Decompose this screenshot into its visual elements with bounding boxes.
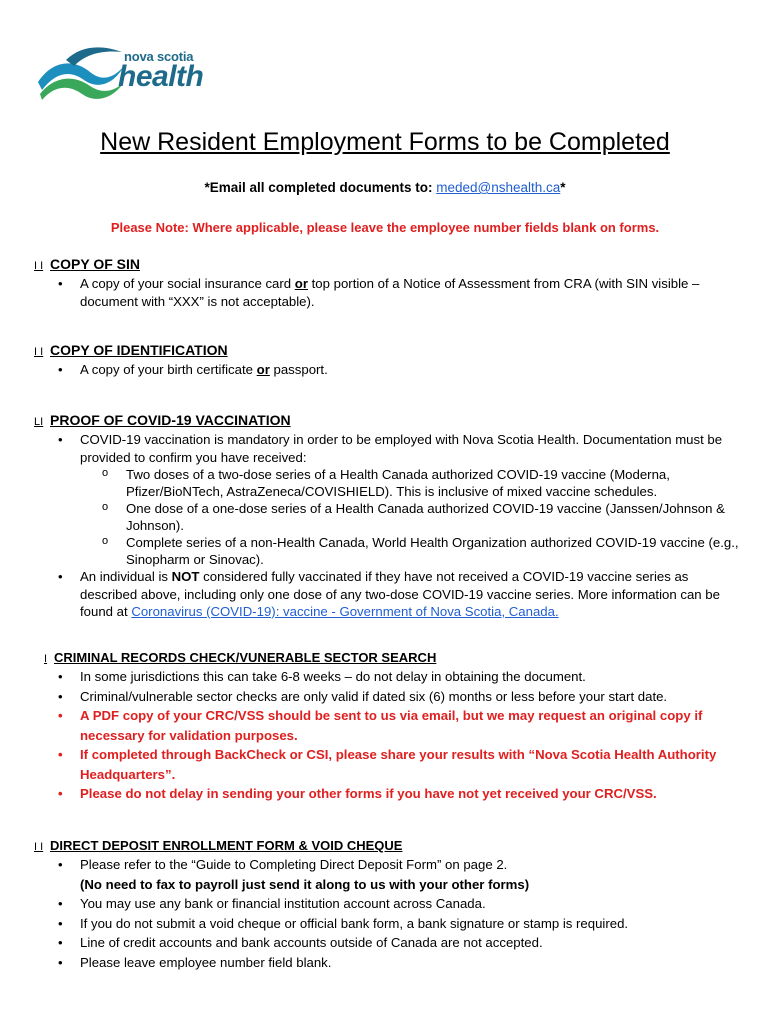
list-item: • A PDF copy of your CRC/VSS should be sent to us via email, but we may request an original copy if necessary for validation purposes.: [34, 706, 740, 745]
section-sin-heading: [34, 256, 740, 272]
email-prefix: *Email all completed documents to:: [204, 180, 433, 195]
sub-list-item: o Complete series of a non-Health Canada, World Health Organization authorized COVID-19 vaccine (e.g., Sinopharm or Sinovac).: [80, 534, 740, 568]
section-sin: [34, 256, 740, 310]
list-item: • If you do not submit a void cheque or official bank form, a bank signature or stamp is required.: [34, 914, 740, 934]
section-criminal-records: [34, 650, 740, 804]
list-item: • A copy of your birth certificate or passport.: [34, 361, 740, 379]
covid-info-link[interactable]: Coronavirus (COVID-19): vaccine - Government of Nova Scotia, Canada.: [131, 604, 559, 619]
email-link[interactable]: meded@nshealth.ca: [436, 180, 561, 195]
employee-number-note: Please Note: Where applicable, please leave the employee number fields blank on forms.: [110, 220, 660, 235]
section-direct-deposit: [34, 838, 740, 972]
checkbox-marker: I I: [34, 346, 44, 358]
section-criminal-records-title: CRIMINAL RECORDS CHECK/VUNERABLE SECTOR SEARCH: [54, 650, 437, 665]
checkbox-marker: LI: [34, 416, 44, 428]
section-direct-deposit-title: DIRECT DEPOSIT ENROLLMENT FORM & VOID CHEQUE: [50, 838, 403, 853]
email-suffix: *: [560, 180, 566, 195]
checkbox-marker: I I: [34, 260, 44, 272]
list-item: • Criminal/vulnerable sector checks are only valid if dated six (6) months or less before your start date.: [34, 687, 740, 707]
list-item: • In some jurisdictions this can take 6-8 weeks – do not delay in obtaining the document.: [34, 667, 740, 687]
checkbox-marker: I I: [34, 841, 44, 853]
logo-text-nova-scotia: nova scotia: [124, 49, 194, 64]
section-direct-deposit-heading: [34, 838, 740, 853]
sub-list-item: o Two doses of a two-dose series of a Health Canada authorized COVID-19 vaccine (Moderna, Pfizer/BioNTech, AstraZeneca/COVISHIELD). This is inclusive of mixed vaccine schedules.: [80, 466, 740, 500]
wave-icon: [36, 38, 126, 102]
list-item: • A copy of your social insurance card or top portion of a Notice of Assessment from CRA (with SIN visible – document with “XXX” is not acceptable).: [34, 275, 740, 310]
list-item: • Please do not delay in sending your other forms if you have not yet received your CRC/VSS.: [34, 784, 740, 804]
email-instruction: [0, 180, 770, 195]
section-covid-heading: [34, 412, 740, 428]
nova-scotia-health-logo: [36, 38, 204, 102]
checkbox-marker: I: [44, 653, 48, 665]
section-covid: [34, 412, 740, 621]
page-title: New Resident Employment Forms to be Completed: [100, 128, 670, 156]
section-criminal-records-heading: [34, 650, 740, 665]
list-item: • Please refer to the “Guide to Completing Direct Deposit Form” on page 2. (No need to fax to payroll just send it along to us with your other forms): [34, 855, 740, 894]
list-item: • If completed through BackCheck or CSI, please share your results with “Nova Scotia Health Authority Headquarters”.: [34, 745, 740, 784]
section-identification-heading: [34, 342, 740, 358]
list-item: • COVID-19 vaccination is mandatory in order to be employed with Nova Scotia Health. Documentation must be provided to confirm you have received: o Two doses of a two-dose series of a Health Canada authorized COVID-19 vaccine (Moderna, Pfizer/BioNTech, AstraZeneca/COVISHIELD). This is inclusive of mixed vaccine schedules. o One dose of a one-dose series of a Health Canada authorized COVID-19 vaccine (Janssen/Johnson & Johnson). o Complete series of a non-Health Canada, World Health Organization authorized COVID-19 vaccine (e.g., Sinopharm or Sinovac).: [34, 431, 740, 568]
list-item: • An individual is NOT considered fully vaccinated if they have not received a COVID-19 vaccine series as described above, including only one dose of any two-dose COVID-19 vaccine series. More information can be found at Coronavirus (COVID-19): vaccine - Government of Nova Scotia, Canada.: [34, 568, 740, 621]
logo-text-health: health: [118, 60, 204, 93]
list-item: • Please leave employee number field blank.: [34, 953, 740, 973]
section-identification: [34, 342, 740, 379]
direct-deposit-note: (No need to fax to payroll just send it along to us with your other forms): [80, 876, 530, 892]
section-identification-title: COPY OF IDENTIFICATION: [50, 342, 228, 358]
section-sin-title: COPY OF SIN: [50, 256, 140, 272]
list-item: • You may use any bank or financial institution account across Canada.: [34, 894, 740, 914]
section-covid-title: PROOF OF COVID-19 VACCINATION: [50, 412, 291, 428]
sub-list-item: o One dose of a one-dose series of a Health Canada authorized COVID-19 vaccine (Janssen/Johnson & Johnson).: [80, 500, 740, 534]
list-item: • Line of credit accounts and bank accounts outside of Canada are not accepted.: [34, 933, 740, 953]
